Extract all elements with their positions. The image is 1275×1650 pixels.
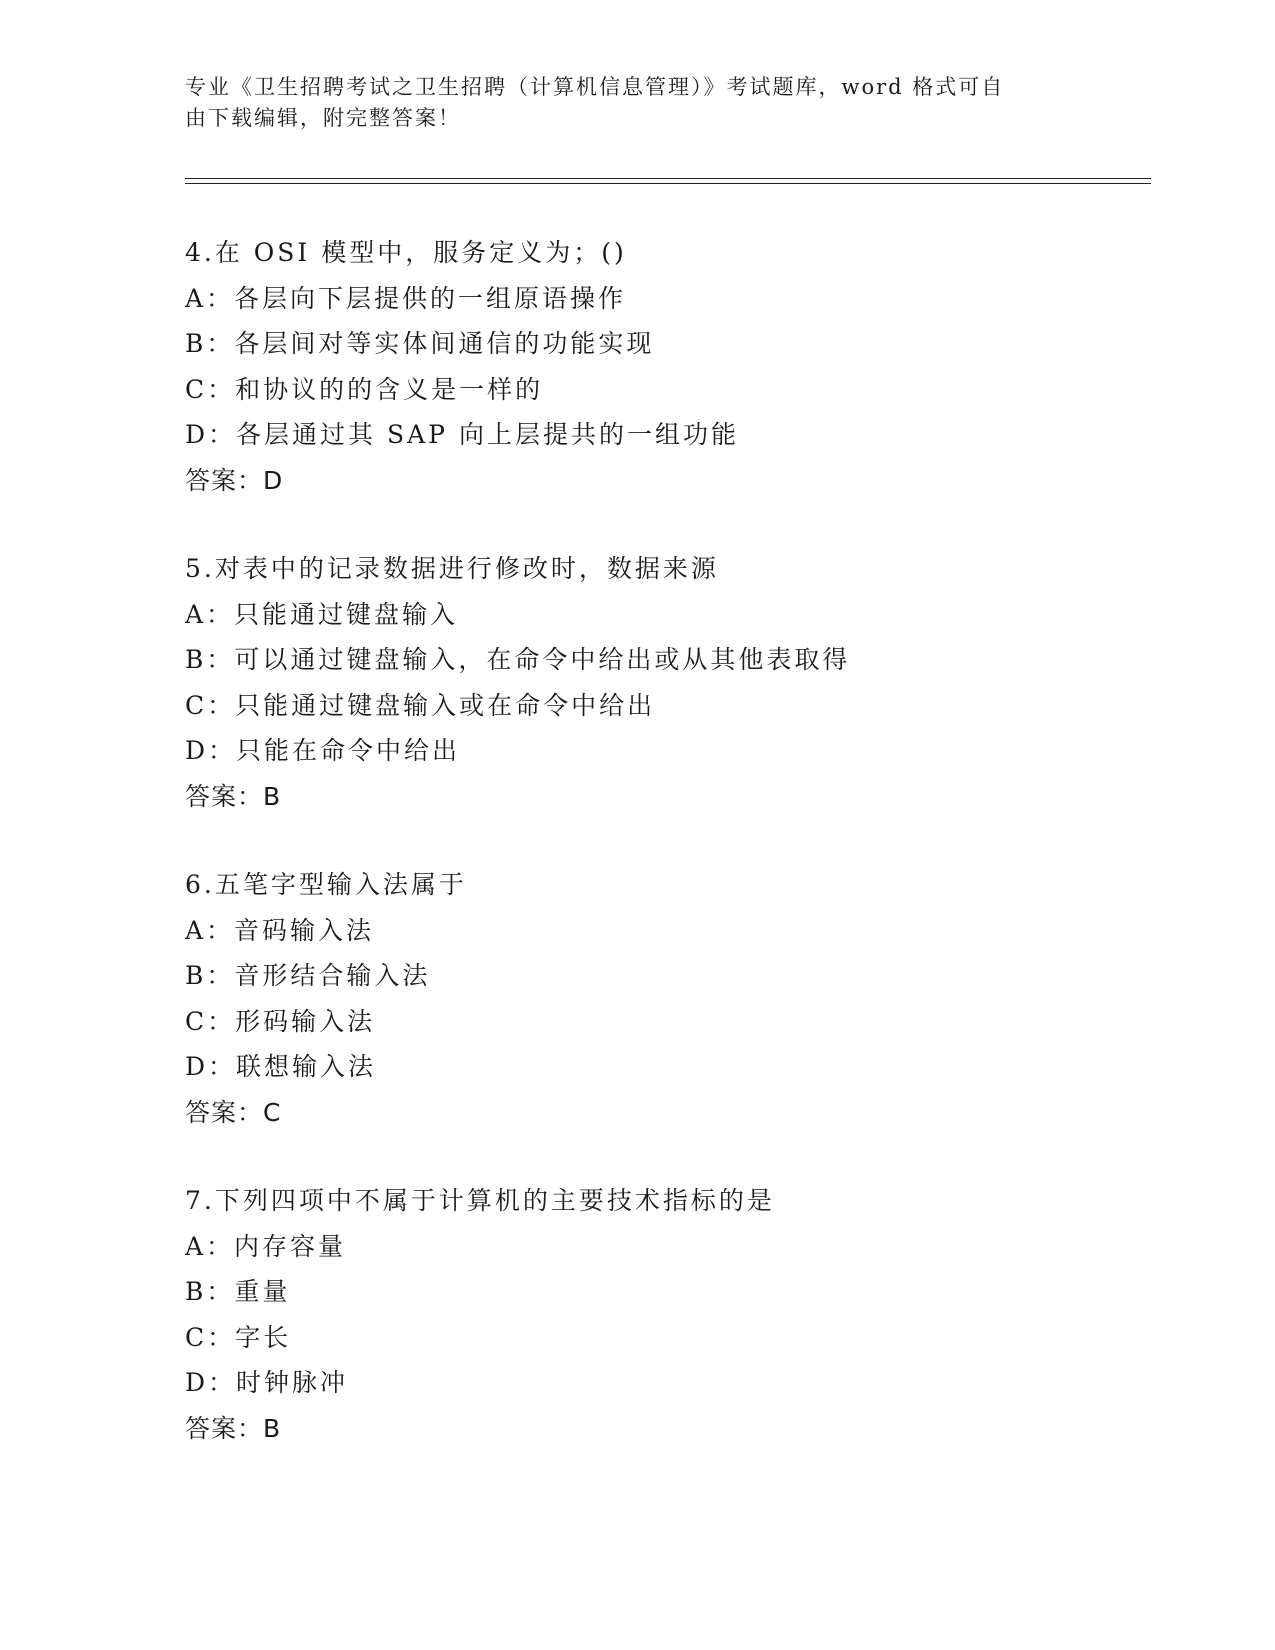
option-c: C：形码输入法 (185, 1006, 376, 1036)
option-d: D：时钟脉冲 (185, 1368, 349, 1398)
option-b: B：音形结合输入法 (185, 961, 431, 991)
option-c: C：和协议的的含义是一样的 (185, 374, 544, 404)
header-divider-top (185, 178, 1151, 179)
option-b: B：重量 (185, 1277, 291, 1307)
question-4 (185, 230, 1145, 504)
question-6 (185, 862, 1145, 1136)
question-stem: 6.五笔字型输入法属于 (185, 870, 467, 899)
header-line-1: 专业《卫生招聘考试之卫生招聘（计算机信息管理）》考试题库，word 格式可自 (185, 75, 1005, 99)
document-header (185, 72, 1085, 134)
header-divider-bottom (185, 183, 1151, 184)
option-d: D：只能在命令中给出 (185, 736, 461, 766)
option-d: D：各层通过其 SAP 向上层提共的一组功能 (185, 420, 739, 450)
option-d: D：联想输入法 (185, 1052, 377, 1082)
option-b: B：可以通过键盘输入，在命令中给出或从其他表取得 (185, 645, 851, 675)
question-7 (185, 1178, 1145, 1452)
question-stem: 7.下列四项中不属于计算机的主要技术指标的是 (185, 1186, 775, 1215)
option-a: A：内存容量 (185, 1231, 347, 1261)
answer: 答案：B (185, 1413, 282, 1443)
question-5 (185, 546, 1145, 820)
question-stem: 4.在 OSI 模型中，服务定义为；() (185, 238, 627, 267)
answer: 答案：D (185, 465, 284, 495)
option-a: A：音码输入法 (185, 915, 375, 945)
option-b: B：各层间对等实体间通信的功能实现 (185, 329, 655, 359)
option-a: A：各层向下层提供的一组原语操作 (185, 283, 627, 313)
question-stem: 5.对表中的记录数据进行修改时，数据来源 (185, 554, 719, 583)
option-c: C：只能通过键盘输入或在命令中给出 (185, 690, 656, 720)
answer: 答案：B (185, 781, 282, 811)
option-c: C：字长 (185, 1322, 292, 1352)
header-line-2: 由下载编辑，附完整答案！ (185, 106, 461, 130)
option-a: A：只能通过键盘输入 (185, 599, 459, 629)
answer: 答案：C (185, 1097, 282, 1127)
